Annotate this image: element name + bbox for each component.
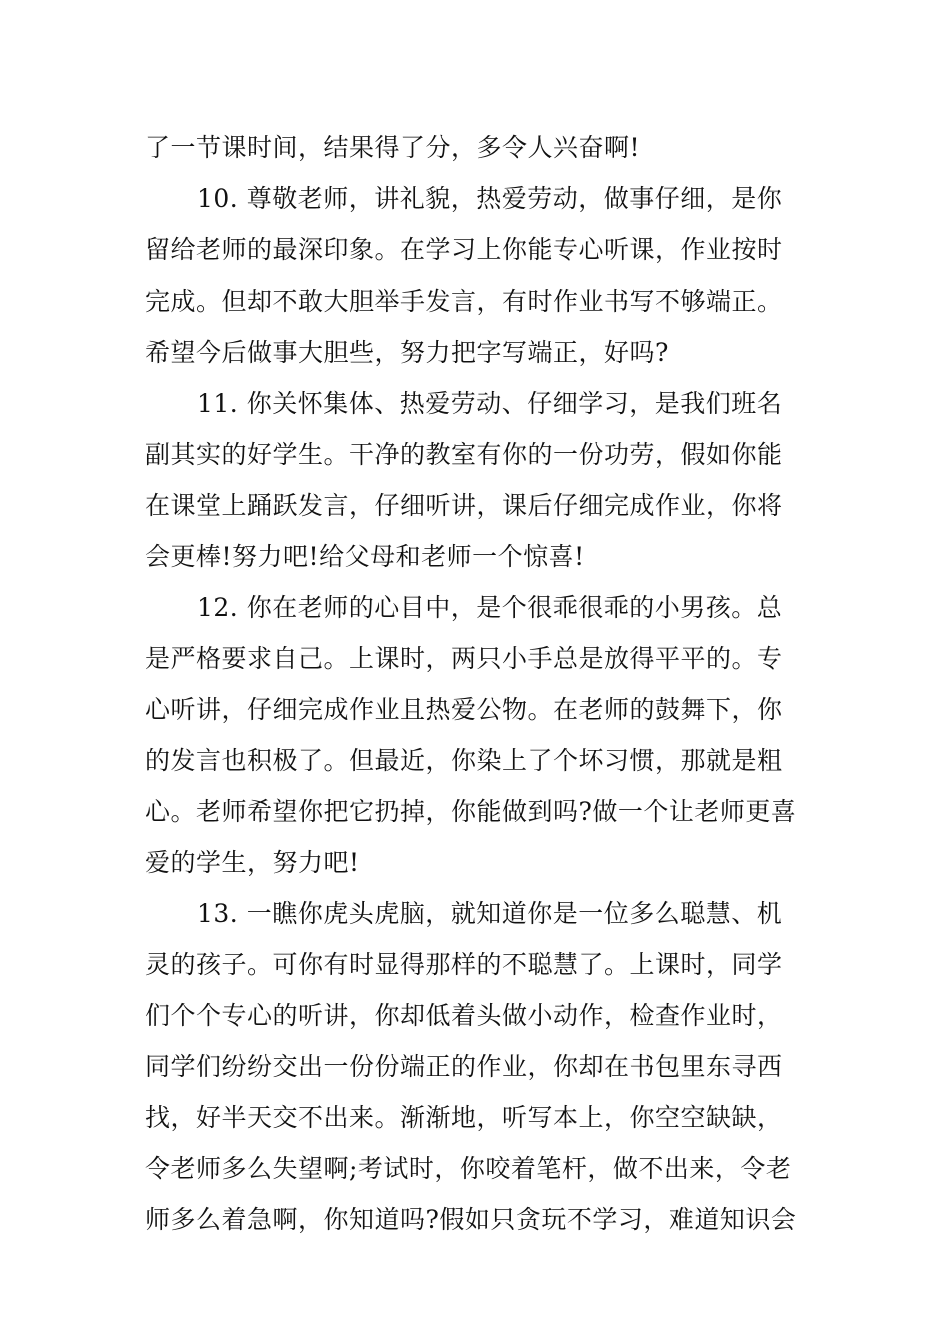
paragraph-10-start: 10. 尊敬老师，讲礼貌，热爱劳动，做事仔细，是你 [197,184,783,213]
text-line: 留给老师的最深印象。在学习上你能专心听课，作业按时 [145,235,783,264]
text-line: 希望今后做事大胆些，努力把字写端正，好吗? [145,338,669,367]
paragraph-11-start: 11. 你关怀集体、热爱劳动、仔细学习，是我们班名 [197,389,783,418]
text-line: 心听讲，仔细完成作业且热爱公物。在老师的鼓舞下，你 [145,695,783,724]
text-line: 是严格要求自己。上课时，两只小手总是放得平平的。专 [145,644,783,673]
text-line: 副其实的好学生。干净的教室有你的一份功劳，假如你能 [145,440,783,469]
text-line: 的发言也积极了。但最近，你染上了个坏习惯，那就是粗 [145,746,783,775]
text-line: 们个个专心的听讲，你却低着头做小动作，检查作业时， [145,1001,783,1030]
text-line: 心。老师希望你把它扔掉，你能做到吗?做一个让老师更喜 [145,797,797,826]
text-line: 找，好半天交不出来。渐渐地，听写本上，你空空缺缺， [145,1103,783,1132]
paragraph-12-start: 12. 你在老师的心目中，是个很乖很乖的小男孩。总 [197,593,783,622]
text-line: 同学们纷纷交出一份份端正的作业，你却在书包里东寻西 [145,1052,783,1081]
text-line: 在课堂上踊跃发言，仔细听讲，课后仔细完成作业，你将 [145,491,783,520]
text-line: 会更棒!努力吧!给父母和老师一个惊喜! [145,542,585,571]
text-line: 了一节课时间，结果得了分，多令人兴奋啊! [145,133,641,162]
text-line: 完成。但却不敢大胆举手发言，有时作业书写不够端正。 [145,287,783,316]
text-line: 爱的学生，努力吧! [145,848,360,877]
text-line: 师多么着急啊，你知道吗?假如只贪玩不学习，难道知识会 [145,1205,797,1234]
paragraph-13-start: 13. 一瞧你虎头虎脑，就知道你是一位多么聪慧、机 [197,899,783,928]
text-line: 灵的孩子。可你有时显得那样的不聪慧了。上课时，同学 [145,950,783,979]
text-line: 令老师多么失望啊;考试时，你咬着笔杆，做不出来，令老 [145,1154,792,1183]
